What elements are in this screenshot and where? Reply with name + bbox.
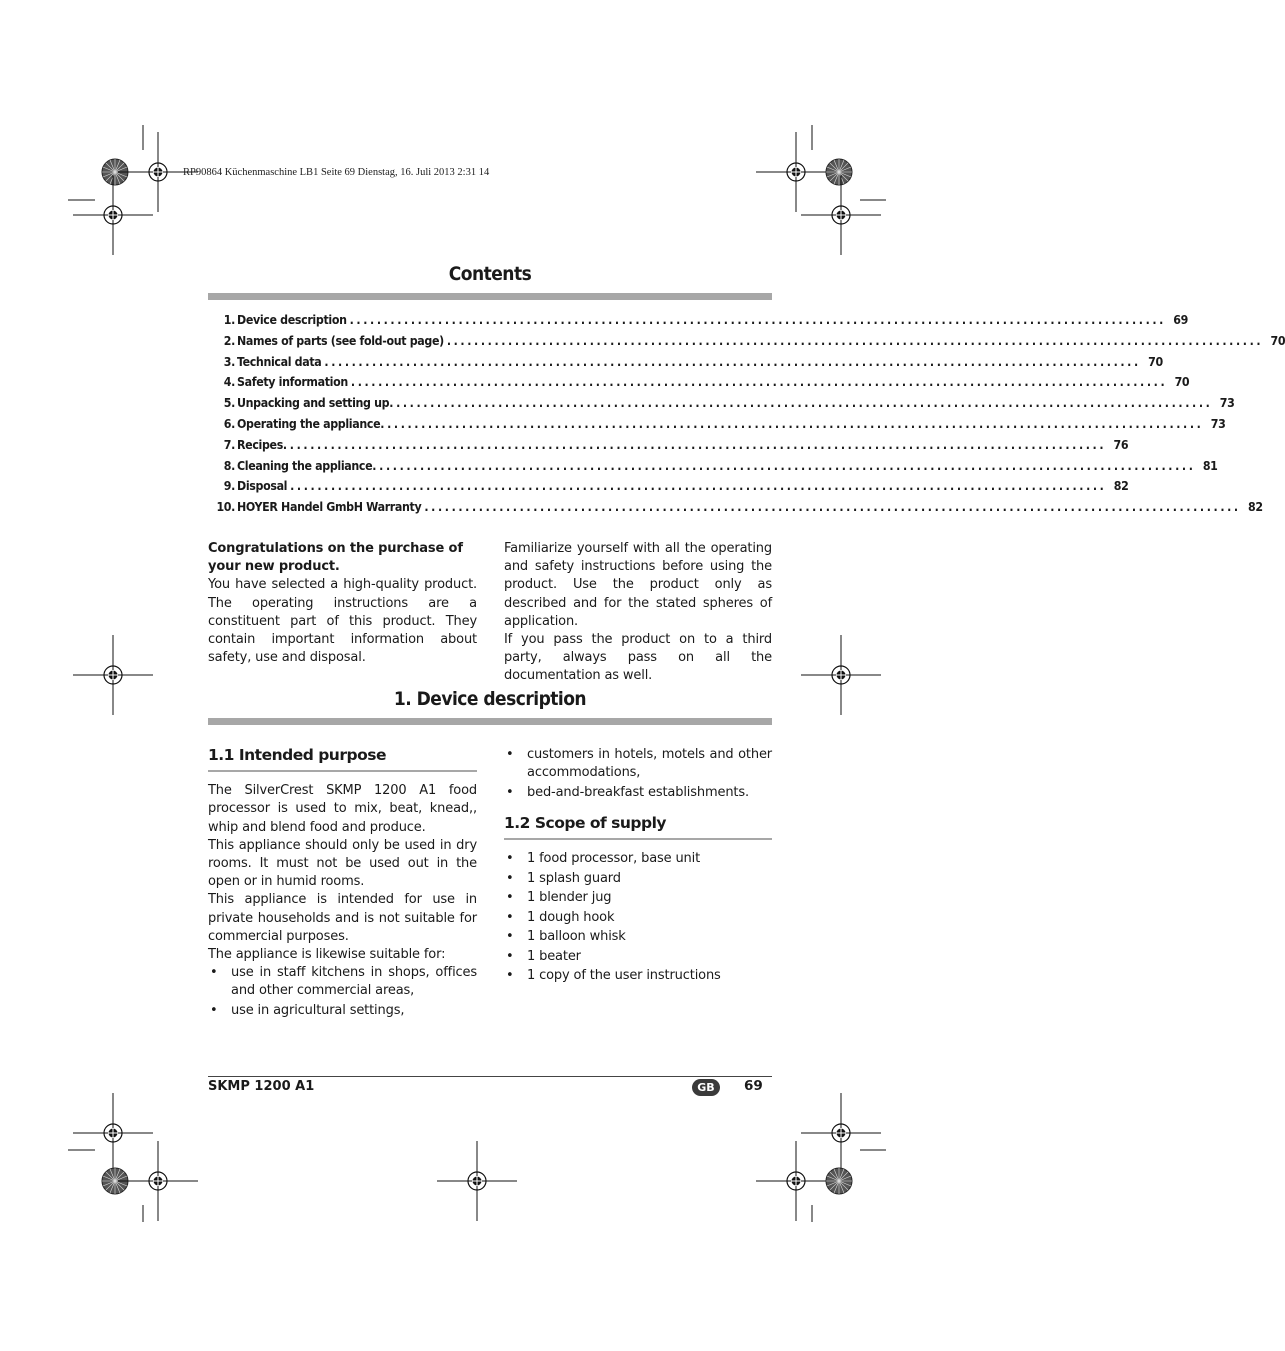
toc-label: Safety information: [237, 375, 348, 390]
toc-leader: ........................................................................................................................: [379, 458, 1196, 473]
toc-page: 69: [1173, 313, 1188, 327]
footer-model: SKMP 1200 A1: [208, 1079, 315, 1094]
toc-page: 76: [1113, 437, 1129, 452]
suitability-list-continued: [504, 746, 772, 802]
toc-page: 82: [1248, 500, 1263, 515]
toc-leader: ........................................................................................................................: [289, 437, 1107, 452]
toc-entry[interactable]: [208, 331, 1285, 352]
toc-leader: ........................................................................................................................: [446, 333, 1264, 348]
body-paragraph: The SilverCrest SKMP 1200 A1 food processor is used to mix, beat, knead,, whip and blend food and produce.: [208, 783, 477, 835]
toc-entry[interactable]: [208, 456, 1218, 477]
toc-leader: ........................................................................................................................: [324, 354, 1141, 369]
toc-label: Cleaning the appliance.: [237, 458, 377, 473]
toc-entry[interactable]: [208, 476, 1129, 497]
contents-title-bar: [208, 293, 772, 300]
toc-label: Operating the appliance.: [237, 416, 385, 431]
list-item: • customers in hotels, motels and other accommodations,: [504, 746, 772, 782]
list-item: • 1 balloon whisk: [504, 928, 772, 946]
toc-number: 7.: [223, 437, 235, 452]
toc-entry[interactable]: [208, 352, 1163, 373]
toc-entry[interactable]: [208, 435, 1129, 456]
contents-title: Contents: [448, 263, 532, 285]
page-number: 69: [744, 1078, 763, 1094]
intro-lead: Congratulations on the purchase of your new product.: [208, 541, 463, 575]
intro-paragraph: Familiarize yourself with all the operating and safety instructions before using the product. Use the product only as described and for the stated spheres of application.: [504, 541, 772, 629]
toc-number: 1.: [223, 313, 235, 327]
list-item: • 1 food processor, base unit: [504, 850, 772, 868]
body-paragraph: The appliance is likewise suitable for:: [208, 947, 446, 963]
toc-page: 70: [1174, 375, 1190, 390]
list-item: • 1 blender jug: [504, 889, 772, 907]
toc-page: 82: [1113, 479, 1129, 494]
toc-leader: ........................................................................................................................: [290, 479, 1107, 494]
print-slug: RP90864 Küchenmaschine LB1 Seite 69 Dienstag, 16. Juli 2013 2:31 14: [183, 167, 490, 178]
list-item: • 1 dough hook: [504, 909, 772, 927]
toc-label: Technical data: [237, 354, 322, 369]
right-column: [504, 746, 772, 987]
scope-of-supply-heading: 1.2 Scope of supply: [504, 814, 772, 840]
list-item: • use in agricultural settings,: [208, 1002, 477, 1020]
list-item: • bed-and-breakfast establishments.: [504, 784, 772, 802]
toc-leader: ........................................................................................................................: [424, 500, 1241, 515]
scope-of-supply-list: [504, 850, 772, 985]
intro-text: You have selected a high-quality product. The operating instructions are a constituent part of this product. They contain important information about safety, use and disposal.: [208, 577, 477, 666]
toc-entry[interactable]: [208, 310, 1188, 331]
toc-leader: ........................................................................................................................: [387, 416, 1204, 431]
toc-page: 81: [1202, 458, 1218, 473]
toc-page: 73: [1210, 416, 1226, 431]
intro-right-column: [504, 540, 772, 686]
toc-leader: ........................................................................................................................: [396, 396, 1213, 411]
toc-label: Recipes.: [237, 437, 287, 452]
toc-page: 70: [1270, 333, 1285, 348]
intro-left-column: [208, 540, 477, 667]
toc-label: Names of parts (see fold-out page): [237, 333, 444, 348]
toc-number: 5.: [223, 396, 235, 411]
toc-number: 6.: [223, 416, 235, 431]
toc-label: Device description: [237, 313, 347, 327]
table-of-contents: [208, 310, 1285, 518]
toc-page: 70: [1148, 354, 1163, 369]
toc-label: Disposal: [237, 479, 288, 494]
body-paragraph: This appliance is intended for use in private households and is not suitable for commercial purposes.: [208, 892, 477, 944]
language-badge: GB: [692, 1079, 720, 1096]
intended-purpose-column: [208, 746, 477, 1021]
body-paragraph: This appliance should only be used in dry rooms. It must not be used out in the open or in humid rooms.: [208, 837, 477, 890]
section-title-bar: [208, 718, 772, 725]
toc-label: HOYER Handel GmbH Warranty: [237, 500, 422, 515]
intended-purpose-heading: 1.1 Intended purpose: [208, 746, 477, 772]
footer-rule: [208, 1076, 772, 1077]
toc-number: 4.: [223, 375, 235, 390]
toc-label: Unpacking and setting up.: [237, 396, 394, 411]
list-item: • 1 splash guard: [504, 870, 772, 888]
toc-number: 2.: [223, 333, 235, 348]
list-item: • 1 copy of the user instructions: [504, 967, 772, 985]
toc-entry[interactable]: [208, 393, 1235, 414]
toc-page: 73: [1219, 396, 1235, 411]
toc-entry[interactable]: [208, 372, 1190, 393]
list-item: • use in staff kitchens in shops, offices and other commercial areas,: [208, 964, 477, 1000]
intro-paragraph: If you pass the product on to a third party, always pass on all the documentation as well.: [504, 632, 772, 684]
toc-number: 8.: [223, 458, 235, 473]
toc-leader: ........................................................................................................................: [349, 313, 1166, 327]
toc-number: 9.: [223, 479, 235, 494]
toc-entry[interactable]: [208, 414, 1226, 435]
toc-leader: ........................................................................................................................: [350, 375, 1168, 390]
toc-number: 10.: [216, 500, 235, 515]
list-item: • 1 beater: [504, 948, 772, 966]
section-title: 1. Device description: [393, 688, 587, 710]
toc-number: 3.: [223, 354, 235, 369]
toc-entry[interactable]: [208, 497, 1263, 518]
suitability-list: [208, 964, 477, 1020]
